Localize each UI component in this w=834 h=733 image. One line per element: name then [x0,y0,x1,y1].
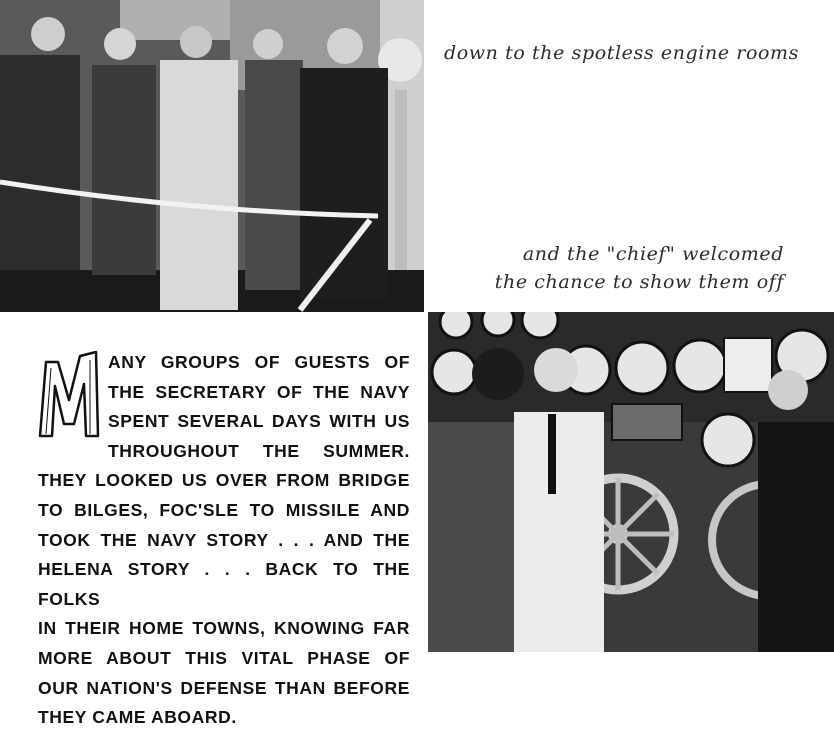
article-line-4: THROUGHOUT THE SUMMER. [108,440,410,461]
article-line-1: ANY GROUPS OF GUESTS OF [108,352,410,372]
article-line-3: SPENT SEVERAL DAYS WITH US [108,411,410,432]
article-line-10: MORE ABOUT THIS VITAL PHASE OF [38,647,410,668]
caption-engine-rooms: down to the spotless engine rooms [444,42,800,64]
article-line-5: THEY LOOKED US OVER FROM BRIDGE [38,470,410,491]
caption-chief-line-1: and the "chief" welcomed [522,243,784,265]
drop-cap-m [38,350,100,438]
article-line-7: TOOK THE NAVY STORY . . . AND THE [38,529,410,550]
caption-chief-welcomed [495,240,784,296]
article-line-2: THE SECRETARY OF THE NAVY [108,381,410,402]
drop-cap-glyph [38,350,100,438]
article-line-11: OUR NATION'S DEFENSE THAN BEFORE [38,677,410,698]
chief-control-panel-photo [428,312,834,652]
article-body [38,348,410,733]
engine-room-guests-illustration [0,0,424,312]
article-line-9: IN THEIR HOME TOWNS, KNOWING FAR [38,618,410,639]
engine-room-guests-photo [0,0,424,312]
article-line-8: HELENA STORY . . . BACK TO THE FOLKS [38,559,410,609]
article-line-6: TO BILGES, FOC'SLE TO MISSILE AND [38,499,410,520]
caption-chief-line-2: the chance to show them off [494,271,784,293]
chief-control-panel-illustration [428,312,834,652]
article-line-12: THEY CAME ABOARD. [38,707,237,728]
